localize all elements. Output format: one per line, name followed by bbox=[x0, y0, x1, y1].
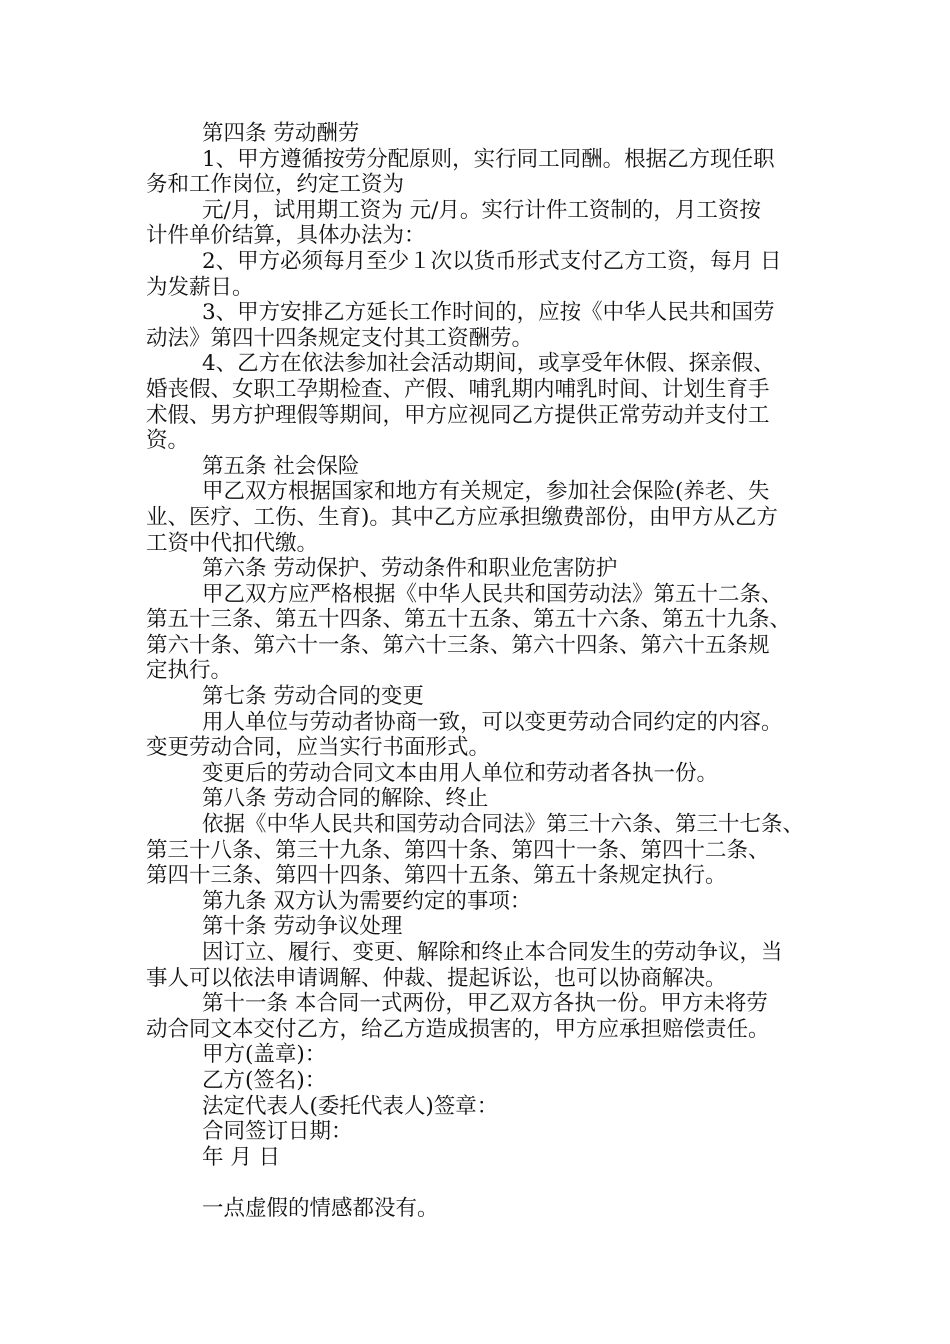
document-line: 乙方(签名)： bbox=[202, 1067, 327, 1093]
document-line: 4、乙方在依法参加社会活动期间，或享受年休假、探亲假、 bbox=[202, 351, 775, 377]
document-line: 第四十三条、第四十四条、第四十五条、第五十条规定执行。 bbox=[146, 863, 727, 889]
document-line: 一点虚假的情感都没有。 bbox=[202, 1195, 439, 1221]
document-line: 计件单价结算，具体办法为： bbox=[146, 223, 426, 249]
document-line: 动合同文本交付乙方，给乙方造成损害的，甲方应承担赔偿责任。 bbox=[146, 1016, 770, 1042]
document-line: 2、甲方必须每月至少１次以货币形式支付乙方工资，每月 日 bbox=[202, 248, 782, 274]
document-line: 合同签订日期： bbox=[202, 1119, 353, 1145]
document-line: 第四条 劳动酬劳 bbox=[202, 121, 360, 146]
document-line: 业、医疗、工伤、生育)。其中乙方应承担缴费部份，由甲方从乙方 bbox=[146, 504, 778, 530]
document-line: 变更后的劳动合同文本由用人单位和劳动者各执一份。 bbox=[202, 760, 719, 786]
document-line: 依据《中华人民共和国劳动合同法》第三十六条、第三十七条、 bbox=[202, 812, 805, 838]
document-line: 第五十三条、第五十四条、第五十五条、第五十六条、第五十九条、 bbox=[146, 607, 792, 633]
document-line: 用人单位与劳动者协商一致，可以变更劳动合同约定的内容。 bbox=[202, 709, 783, 735]
document-line: 为发薪日。 bbox=[146, 274, 254, 300]
document-line: 第六十条、第六十一条、第六十三条、第六十四条、第六十五条规 bbox=[146, 632, 770, 658]
document-body bbox=[146, 121, 821, 1222]
document-line: 年 月 日 bbox=[202, 1144, 281, 1170]
document-line: 资。 bbox=[146, 428, 190, 454]
document-line: 事人可以依法申请调解、仲裁、提起诉讼，也可以协商解决。 bbox=[146, 965, 727, 991]
document-line: 第七条 劳动合同的变更 bbox=[202, 684, 424, 710]
document-line: 第十条 劳动争议处理 bbox=[202, 914, 403, 940]
document-line: 因订立、履行、变更、解除和终止本合同发生的劳动争议，当 bbox=[202, 940, 783, 965]
document-line: 婚丧假、女职工孕期检查、产假、哺乳期内哺乳时间、计划生育手 bbox=[146, 376, 770, 402]
document-line: 第八条 劳动合同的解除、终止 bbox=[202, 786, 489, 812]
document-line: 元/月，试用期工资为 元/月。实行计件工资制的，月工资按 bbox=[202, 197, 761, 223]
document-line: 第六条 劳动保护、劳动条件和职业危害防护 bbox=[202, 556, 618, 582]
document-line: 第九条 双方认为需要约定的事项： bbox=[202, 888, 532, 914]
document-line: 第三十八条、第三十九条、第四十条、第四十一条、第四十二条、 bbox=[146, 837, 770, 863]
document-line: 术假、男方护理假等期间，甲方应视同乙方提供正常劳动并支付工 bbox=[146, 402, 770, 428]
document-line: 3、甲方安排乙方延长工作时间的，应按《中华人民共和国劳 bbox=[202, 300, 775, 326]
blank-line bbox=[146, 1170, 821, 1196]
document-line: 变更劳动合同，应当实行书面形式。 bbox=[146, 735, 491, 761]
document-line: 定执行。 bbox=[146, 658, 233, 684]
document-line: 工资中代扣代缴。 bbox=[146, 530, 319, 556]
document-line: 第十一条 本合同一式两份，甲乙双方各执一份。甲方未将劳 bbox=[202, 991, 768, 1017]
document-line: 甲乙双方根据国家和地方有关规定，参加社会保险(养老、失 bbox=[202, 479, 770, 505]
document-line: 1、甲方遵循按劳分配原则，实行同工同酬。根据乙方现任职 bbox=[202, 146, 775, 172]
document-line: 法定代表人(委托代表人)签章： bbox=[202, 1093, 499, 1119]
document-line: 甲方(盖章)： bbox=[202, 1042, 327, 1068]
document-line: 第五条 社会保险 bbox=[202, 453, 360, 479]
document-line: 动法》第四十四条规定支付其工资酬劳。 bbox=[146, 325, 534, 351]
document-line: 甲乙双方应严格根据《中华人民共和国劳动法》第五十二条、 bbox=[202, 581, 783, 607]
document-line: 务和工作岗位，约定工资为 bbox=[146, 172, 405, 198]
